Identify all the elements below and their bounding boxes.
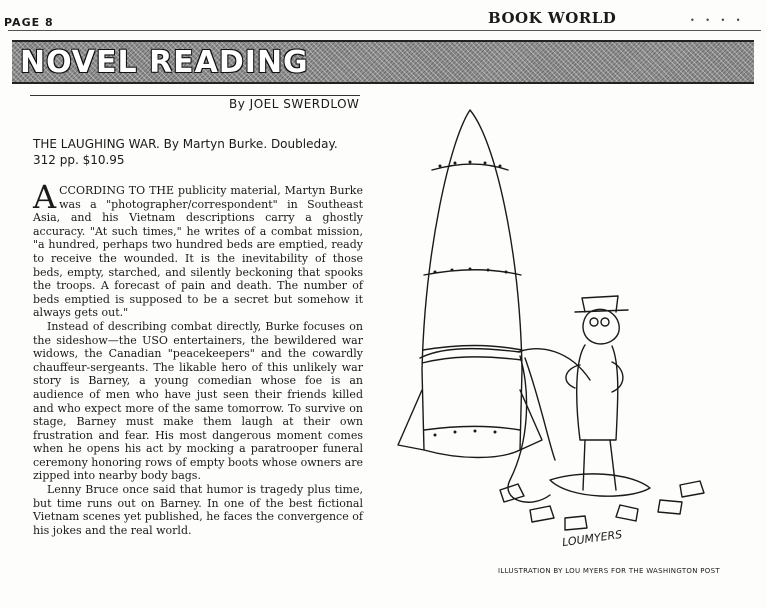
illustration-credit: ILLUSTRATION BY LOU MYERS FOR THE WASHINGTON POST	[498, 567, 720, 575]
article-body	[33, 178, 363, 537]
book-price: 312 pp. $10.95	[33, 153, 125, 167]
rocket-illustration	[380, 100, 760, 570]
section-title: BOOK WORLD	[488, 9, 617, 27]
artist-signature: LOUMYERS	[561, 527, 623, 550]
article-paragraph: Instead of describing combat directly, Burke focuses on the sideshow—the USO entertainers, the bewildered war widows, the Canadian "peacekeepers" and the cowardly chauffeur-sergeants. The likable hero of this unlikely war story is Barney, a young comedian whose foe is an audience of men who have just seen their friends killed and who expect more of the same tomorrow. To survive on stage, Barney must make them laugh at their own frustration and fear. His most dangerous moment comes when he opens his act by mocking a paratrooper funeral ceremony honoring rows of empty boots whose owners are zipped into nearby body bags.	[33, 319, 363, 483]
banner-title: NOVEL READING	[20, 45, 309, 80]
column-banner	[12, 40, 754, 84]
book-heading	[33, 136, 363, 153]
byline-rule	[30, 95, 360, 96]
book-details: By Martyn Burke. Doubleday.	[163, 137, 338, 151]
article-paragraph: ACCORDING TO THE publicity material, Martyn Burke was a "photographer/correspondent" in Southeast Asia, and his Vietnam descriptions carry a ghostly accuracy. "At such times," he writes of a combat mission, "a hundred, perhaps two hundred beds are emptied, ready to receive the wounded. It is the inevitability of those beds, empty, starched, and silently beckoning that spooks the troops. A forecast of pain and death. The number of beds emptied is supposed to be a secret but somehow it always gets out."	[33, 178, 363, 320]
article-paragraph: Lenny Bruce once said that humor is tragedy plus time, but time runs out on Barney. In one of the best fictional Vietnam scenes yet published, he faces the convergence of his jokes and the real world.	[33, 483, 363, 537]
top-rule	[8, 30, 761, 31]
byline: By JOEL SWERDLOW	[229, 97, 360, 111]
decorative-dots: • • • •	[690, 16, 745, 25]
book-title: THE LAUGHING WAR.	[33, 137, 160, 151]
page-number: PAGE 8	[4, 16, 54, 29]
drop-cap: A	[33, 178, 57, 216]
